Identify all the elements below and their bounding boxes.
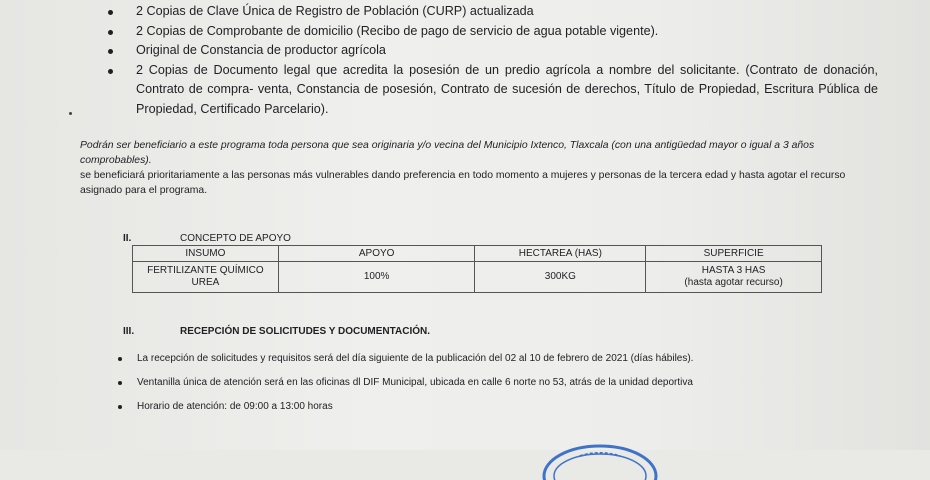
eligibility-origin-text: Podrán ser beneficiario a este programa toda persona que sea originaria y/o vecina del Municipio Ixtenco, Tlaxcala (con una antigüedad mayor o igual a 3 años comprobables). (80, 140, 815, 166)
reception-list (118, 352, 878, 424)
official-seal-stamp (540, 430, 660, 480)
cell-superficie (646, 262, 822, 293)
section-2-title: CONCEPTO DE APOYO (180, 233, 291, 244)
cell-insumo: FERTILIZANTE QUÍMICO UREA (133, 262, 279, 293)
requirement-item: 2 Copias de Clave Única de Registro de Población (CURP) actualizada (108, 2, 878, 22)
stray-mark (69, 112, 72, 115)
column-header-apoyo: APOYO (278, 246, 475, 262)
table-row (133, 262, 822, 293)
cell-hectarea: 300KG (475, 262, 646, 293)
column-header-insumo: INSUMO (133, 246, 279, 262)
superficie-note: (hasta agotar recurso) (684, 277, 783, 288)
table-header-row (133, 246, 822, 262)
eligibility-priority-text: se beneficiará prioritariamente a las personas más vulnerables dando preferencia en todo momento a mujeres y personas de la tercera edad y hasta agotar el recurso asignado para el programa. (80, 170, 846, 196)
column-header-superficie: SUPERFICIE (646, 246, 822, 262)
support-table (132, 245, 822, 293)
requirement-item: Original de Constancia de productor agrícola (108, 41, 878, 61)
eligibility-paragraph (80, 138, 880, 198)
reception-item: Horario de atención: de 09:00 a 13:00 horas (118, 400, 878, 424)
section-3-number: III. (123, 326, 135, 337)
requirement-item: 2 Copias de Comprobante de domicilio (Recibo de pago de servicio de agua potable vigente). (108, 22, 878, 42)
superficie-limit: HASTA 3 HAS (701, 265, 766, 276)
requirements-list (108, 2, 878, 119)
column-header-hectarea: HECTAREA (HAS) (475, 246, 646, 262)
cell-apoyo: 100% (278, 262, 475, 293)
section-2-number: II. (123, 233, 132, 244)
section-3-title: RECEPCIÓN DE SOLICITUDES Y DOCUMENTACIÓN. (180, 326, 431, 337)
requirement-item: 2 Copias de Documento legal que acredita la posesión de un predio agrícola a nombre del solicitante. (Contrato de donación, Contrato de compra- venta, Constancia de posesión, Contrato de sucesión de derechos, Título de Propiedad, Escritura Pública de Propiedad, Certificado Parcelario). (108, 61, 878, 120)
reception-item: La recepción de solicitudes y requisitos será del día siguiente de la publicación del 02 al 10 de febrero de 2021 (días hábiles). (118, 352, 878, 376)
reception-item: Ventanilla única de atención será en las oficinas dl DIF Municipal, ubicada en calle 6 norte no 53, atrás de la unidad deportiva (118, 376, 878, 400)
